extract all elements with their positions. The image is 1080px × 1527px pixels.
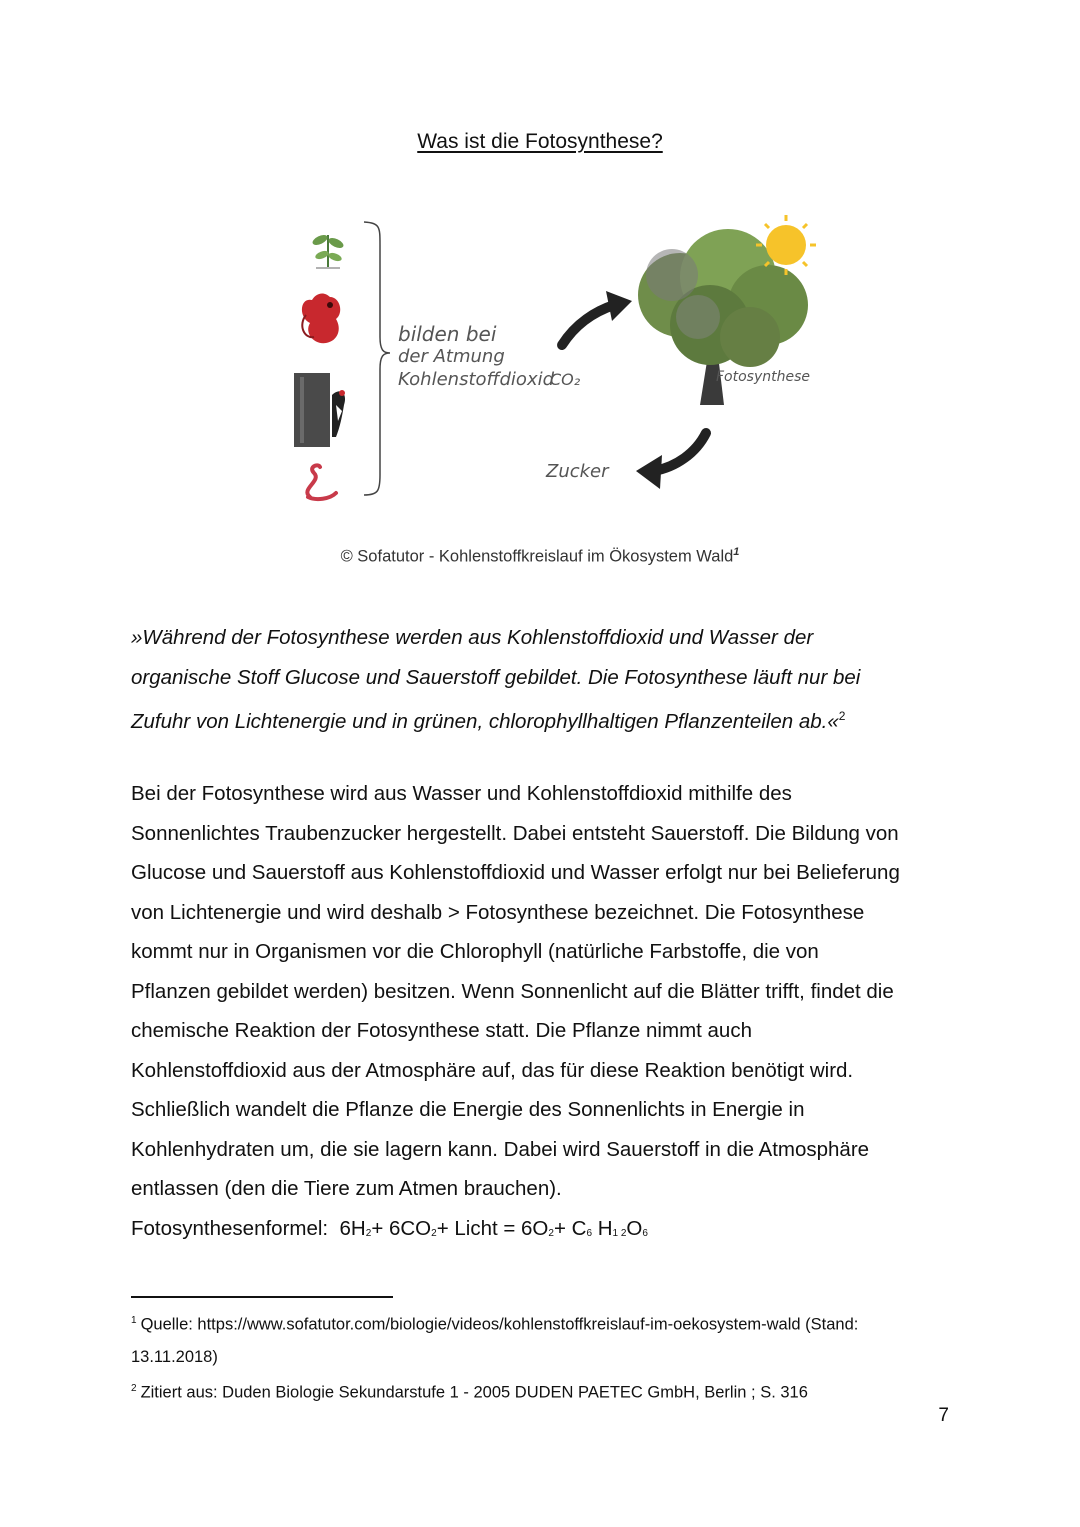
quote-footnote-ref: 2: [838, 709, 846, 723]
footnote-divider: [131, 1296, 393, 1298]
body-line: Glucose und Sauerstoff aus Kohlenstoffdioxid und Wasser erfolgt nur bei Belieferung: [131, 861, 900, 884]
sun-icon: [756, 215, 816, 275]
breath-label-line3: Kohlenstoffdioxid: [398, 369, 555, 390]
body-line: kommt nur in Organismen vor die Chlorophyll (natürliche Farbstoffe, die von: [131, 940, 819, 963]
footnote-1-text: Quelle: https://www.sofatutor.com/biologie/videos/kohlenstoffkreislauf-im-oekosystem-wald (Stand:: [140, 1315, 859, 1334]
photosynthesis-label: Fotosynthese: [716, 369, 811, 385]
quote-line: organische Stoff Glucose und Sauerstoff gebildet. Die Fotosynthese läuft nur bei: [131, 665, 861, 689]
footnote-1: [131, 1305, 961, 1341]
body-line: Kohlenhydraten um, die sie lagern kann. Dabei wird Sauerstoff in die Atmosphäre: [131, 1137, 870, 1161]
formula-line: [131, 1209, 971, 1254]
page-number: 7: [938, 1405, 949, 1426]
breath-label-line2: der Atmung: [398, 346, 505, 367]
body-line: chemische Reaktion der Fotosynthese statt. Die Pflanze nimmt auch: [131, 1019, 752, 1042]
body-line: Sonnenlichtes Traubenzucker hergestellt. Dabei entsteht Sauerstoff. Die Bildung von: [131, 821, 899, 845]
body-paragraph: [131, 774, 971, 1253]
woodpecker-icon: [294, 373, 345, 447]
quote-line-text: Zufuhr von Lichtenergie und in grünen, chlorophyllhaltigen Pflanzenteilen ab.«: [131, 709, 839, 733]
formula-part: O: [626, 1216, 643, 1240]
formula-label: Fotosynthesenformel:: [131, 1216, 329, 1240]
formula-part: + Licht = 6O: [436, 1216, 549, 1240]
body-line: Pflanzen gebildet werden) besitzen. Wenn Sonnenlicht auf die Blätter trifft, findet die: [131, 979, 894, 1003]
squirrel-icon: [302, 293, 340, 343]
formula-subscript: 2: [431, 1227, 437, 1239]
caption-text: © Sofatutor - Kohlenstoffkreislauf im Ökosystem Wald: [340, 547, 734, 566]
formula-part: + 6CO: [371, 1216, 432, 1240]
carbon-cycle-illustration: [280, 205, 840, 535]
formula-subscript: 6: [642, 1227, 648, 1239]
formula-part: 6H: [339, 1216, 366, 1240]
footnote-2: [131, 1373, 961, 1409]
footnote-2-text: Zitiert aus: Duden Biologie Sekundarstufe 1 - 2005 DUDEN PAETEC GmbH, Berlin ; S. 316: [140, 1383, 808, 1401]
body-line: entlassen (den die Tiere zum Atmen brauchen).: [131, 1177, 562, 1200]
footnote-1-continued: 13.11.2018): [131, 1347, 218, 1366]
sugar-label: Zucker: [546, 461, 609, 482]
formula-subscript: 6: [586, 1227, 592, 1239]
body-line: Kohlenstoffdioxid aus der Atmosphäre auf, das für diese Reaktion benötigt wird.: [131, 1058, 854, 1082]
quote-line: »Während der Fotosynthese werden aus Kohlenstoffdioxid und Wasser der: [131, 626, 814, 649]
footnote-2-number: 2: [131, 1382, 137, 1394]
seedling-icon: [311, 233, 345, 268]
figure-caption: [0, 546, 1080, 567]
worm-icon: [307, 465, 336, 499]
quote-line: [131, 697, 971, 741]
page-title: Was ist die Fotosynthese?: [417, 130, 663, 153]
formula-part: + C: [553, 1216, 587, 1240]
formula-subscript: 1 2: [612, 1227, 627, 1239]
footnote-1-number: 1: [131, 1315, 137, 1326]
body-line: von Lichtenergie und wird deshalb > Fotosynthese bezeichnet. Die Fotosynthese: [131, 900, 865, 924]
brace: [364, 222, 390, 495]
co2-label: CO₂: [550, 370, 581, 389]
body-line: Schließlich wandelt die Pflanze die Energie des Sonnenlichts in Energie in: [131, 1098, 805, 1121]
formula-subscript: 2: [365, 1227, 372, 1239]
arrow-to-sugar-icon: [636, 433, 706, 489]
footnotes: [131, 1305, 961, 1408]
formula-part: H: [597, 1216, 613, 1240]
quote-block: [131, 618, 971, 741]
carbon-cycle-figure: [280, 205, 840, 535]
breath-label-line1: bilden bei: [398, 322, 497, 346]
caption-footnote-ref: 1: [733, 546, 740, 558]
formula-subscript: 2: [548, 1227, 554, 1239]
arrow-to-tree-icon: [562, 291, 632, 345]
body-line: Bei der Fotosynthese wird aus Wasser und Kohlenstoffdioxid mithilfe des: [131, 782, 792, 805]
